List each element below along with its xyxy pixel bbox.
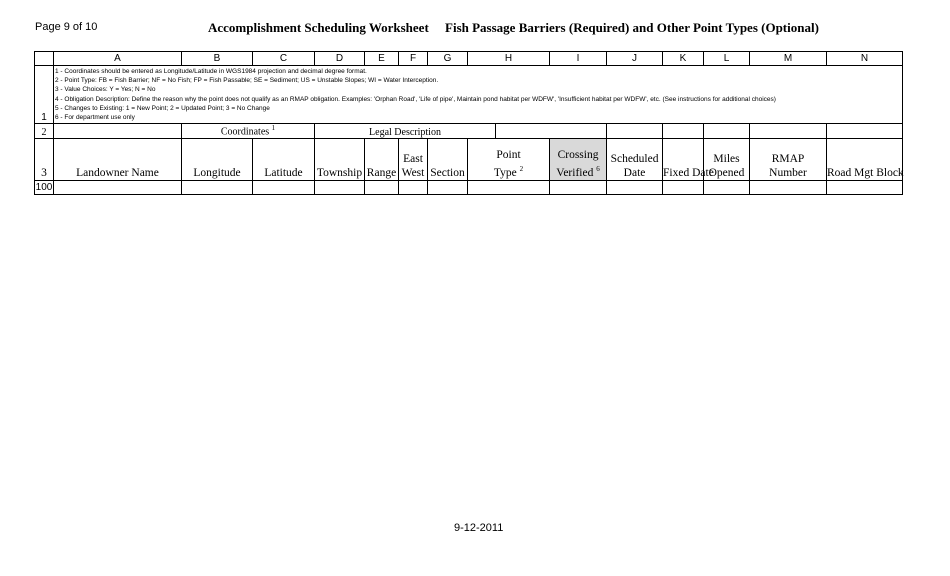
west-label: West <box>401 166 425 179</box>
miles-opened-header[interactable] <box>704 138 750 180</box>
fixed-date-header[interactable]: Fixed Date <box>663 138 704 180</box>
east-west-header[interactable] <box>399 138 428 180</box>
footnote-marker: 1 <box>271 124 276 133</box>
footnote-marker: 6 <box>596 164 600 173</box>
column-header[interactable]: E <box>365 52 399 66</box>
column-header[interactable]: G <box>428 52 468 66</box>
column-header[interactable]: N <box>827 52 903 66</box>
note-3: 3 - Value Choices: Y = Yes; N = No <box>55 86 156 94</box>
cell[interactable] <box>54 180 182 194</box>
footnote-marker: 2 <box>519 164 524 173</box>
cell[interactable] <box>704 180 750 194</box>
cell[interactable] <box>607 180 663 194</box>
cell[interactable] <box>182 180 253 194</box>
coordinates-group-header[interactable] <box>182 124 315 138</box>
cell[interactable] <box>827 180 903 194</box>
rmap-number-bottom: Number <box>769 166 807 179</box>
scheduled-date-bottom: Date <box>623 166 646 179</box>
crossing-verified-bottom: Verified <box>556 166 594 179</box>
east-label: East <box>403 152 423 165</box>
cell[interactable] <box>663 180 704 194</box>
column-header[interactable]: D <box>315 52 365 66</box>
cell[interactable] <box>550 180 607 194</box>
corner-cell[interactable] <box>35 52 54 66</box>
cell[interactable] <box>663 124 704 138</box>
worksheet-table <box>34 51 903 195</box>
road-mgt-block-header[interactable]: Road Mgt Block <box>827 138 903 180</box>
worksheet-title: Accomplishment Scheduling Worksheet Fish Passage Barriers (Required) and Other Point Types (Optional) <box>208 20 819 35</box>
cell[interactable] <box>750 124 827 138</box>
column-header[interactable]: J <box>607 52 663 66</box>
notes-cell[interactable] <box>54 66 903 124</box>
coordinates-label: Coordinates <box>220 126 270 138</box>
rmap-number-top: RMAP <box>771 152 805 165</box>
section-header[interactable]: Section <box>428 138 468 180</box>
column-header[interactable]: M <box>750 52 827 66</box>
column-header[interactable]: A <box>54 52 182 66</box>
note-6: 6 - For department use only <box>55 114 135 122</box>
note-2: 2 - Point Type: FB = Fish Barrier; NF = No Fish; FP = Fish Passable; SE = Sediment; US = Unstable Slopes; WI = Water Interception. <box>55 77 439 85</box>
page-number: Page 9 of 10 <box>35 21 98 33</box>
column-header[interactable]: C <box>253 52 315 66</box>
crossing-verified-top: Crossing <box>557 148 599 161</box>
point-type-top: Point <box>496 148 521 161</box>
data-row <box>35 180 903 194</box>
latitude-header[interactable]: Latitude <box>253 138 315 180</box>
column-letter-row <box>35 52 903 66</box>
scheduled-date-header[interactable] <box>607 138 663 180</box>
township-header[interactable]: Township <box>315 138 365 180</box>
field-header-row <box>35 138 903 180</box>
footer-date: 9-12-2011 <box>454 522 504 534</box>
cell[interactable] <box>496 124 607 138</box>
miles-opened-top: Miles <box>713 152 740 165</box>
group-header-row <box>35 124 903 138</box>
cell[interactable] <box>315 180 365 194</box>
longitude-header[interactable]: Longitude <box>182 138 253 180</box>
cell[interactable] <box>428 180 468 194</box>
cell[interactable] <box>399 180 428 194</box>
cell[interactable] <box>704 124 750 138</box>
crossing-verified-header[interactable] <box>550 138 607 180</box>
row-number[interactable]: 3 <box>35 138 54 180</box>
row-number[interactable]: 100 <box>35 181 53 193</box>
column-header[interactable]: K <box>663 52 704 66</box>
legal-description-group-header[interactable]: Legal Description <box>315 124 496 138</box>
notes-row <box>35 66 903 124</box>
cell[interactable] <box>468 180 550 194</box>
row-number[interactable]: 1 <box>35 66 54 124</box>
note-1: 1 - Coordinates should be entered as Longitude/Latitude in WGS1984 projection and decimal degree format. <box>55 68 367 75</box>
cell[interactable] <box>607 124 663 138</box>
cell[interactable] <box>750 180 827 194</box>
column-header[interactable]: I <box>550 52 607 66</box>
cell[interactable] <box>365 180 399 194</box>
miles-opened-bottom: Opened <box>708 166 745 179</box>
cell[interactable] <box>253 180 315 194</box>
range-header[interactable]: Range <box>365 138 399 180</box>
landowner-name-header[interactable]: Landowner Name <box>54 138 182 180</box>
column-header[interactable]: F <box>399 52 428 66</box>
point-type-bottom: Type <box>493 166 517 179</box>
column-header[interactable]: L <box>704 52 750 66</box>
note-5: 5 - Changes to Existing: 1 = New Point; 2 = Updated Point; 3 = No Change <box>55 104 270 112</box>
cell[interactable] <box>827 124 903 138</box>
column-header[interactable]: B <box>182 52 253 66</box>
note-4: 4 - Obligation Description: Define the reason why the point does not qualify as an RMAP obligation. Examples: 'Orphan Road', 'Life of pipe', Maintain pond habitat per WDFW', 'Insufficient habitat per WDFW', etc. (See instructions for additional choices) <box>55 95 776 103</box>
cell[interactable] <box>54 124 182 138</box>
row-number[interactable]: 2 <box>35 124 54 138</box>
scheduled-date-top: Scheduled <box>610 152 659 165</box>
column-header[interactable]: H <box>468 52 550 66</box>
point-type-header[interactable] <box>468 138 550 180</box>
rmap-number-header[interactable] <box>750 138 827 180</box>
